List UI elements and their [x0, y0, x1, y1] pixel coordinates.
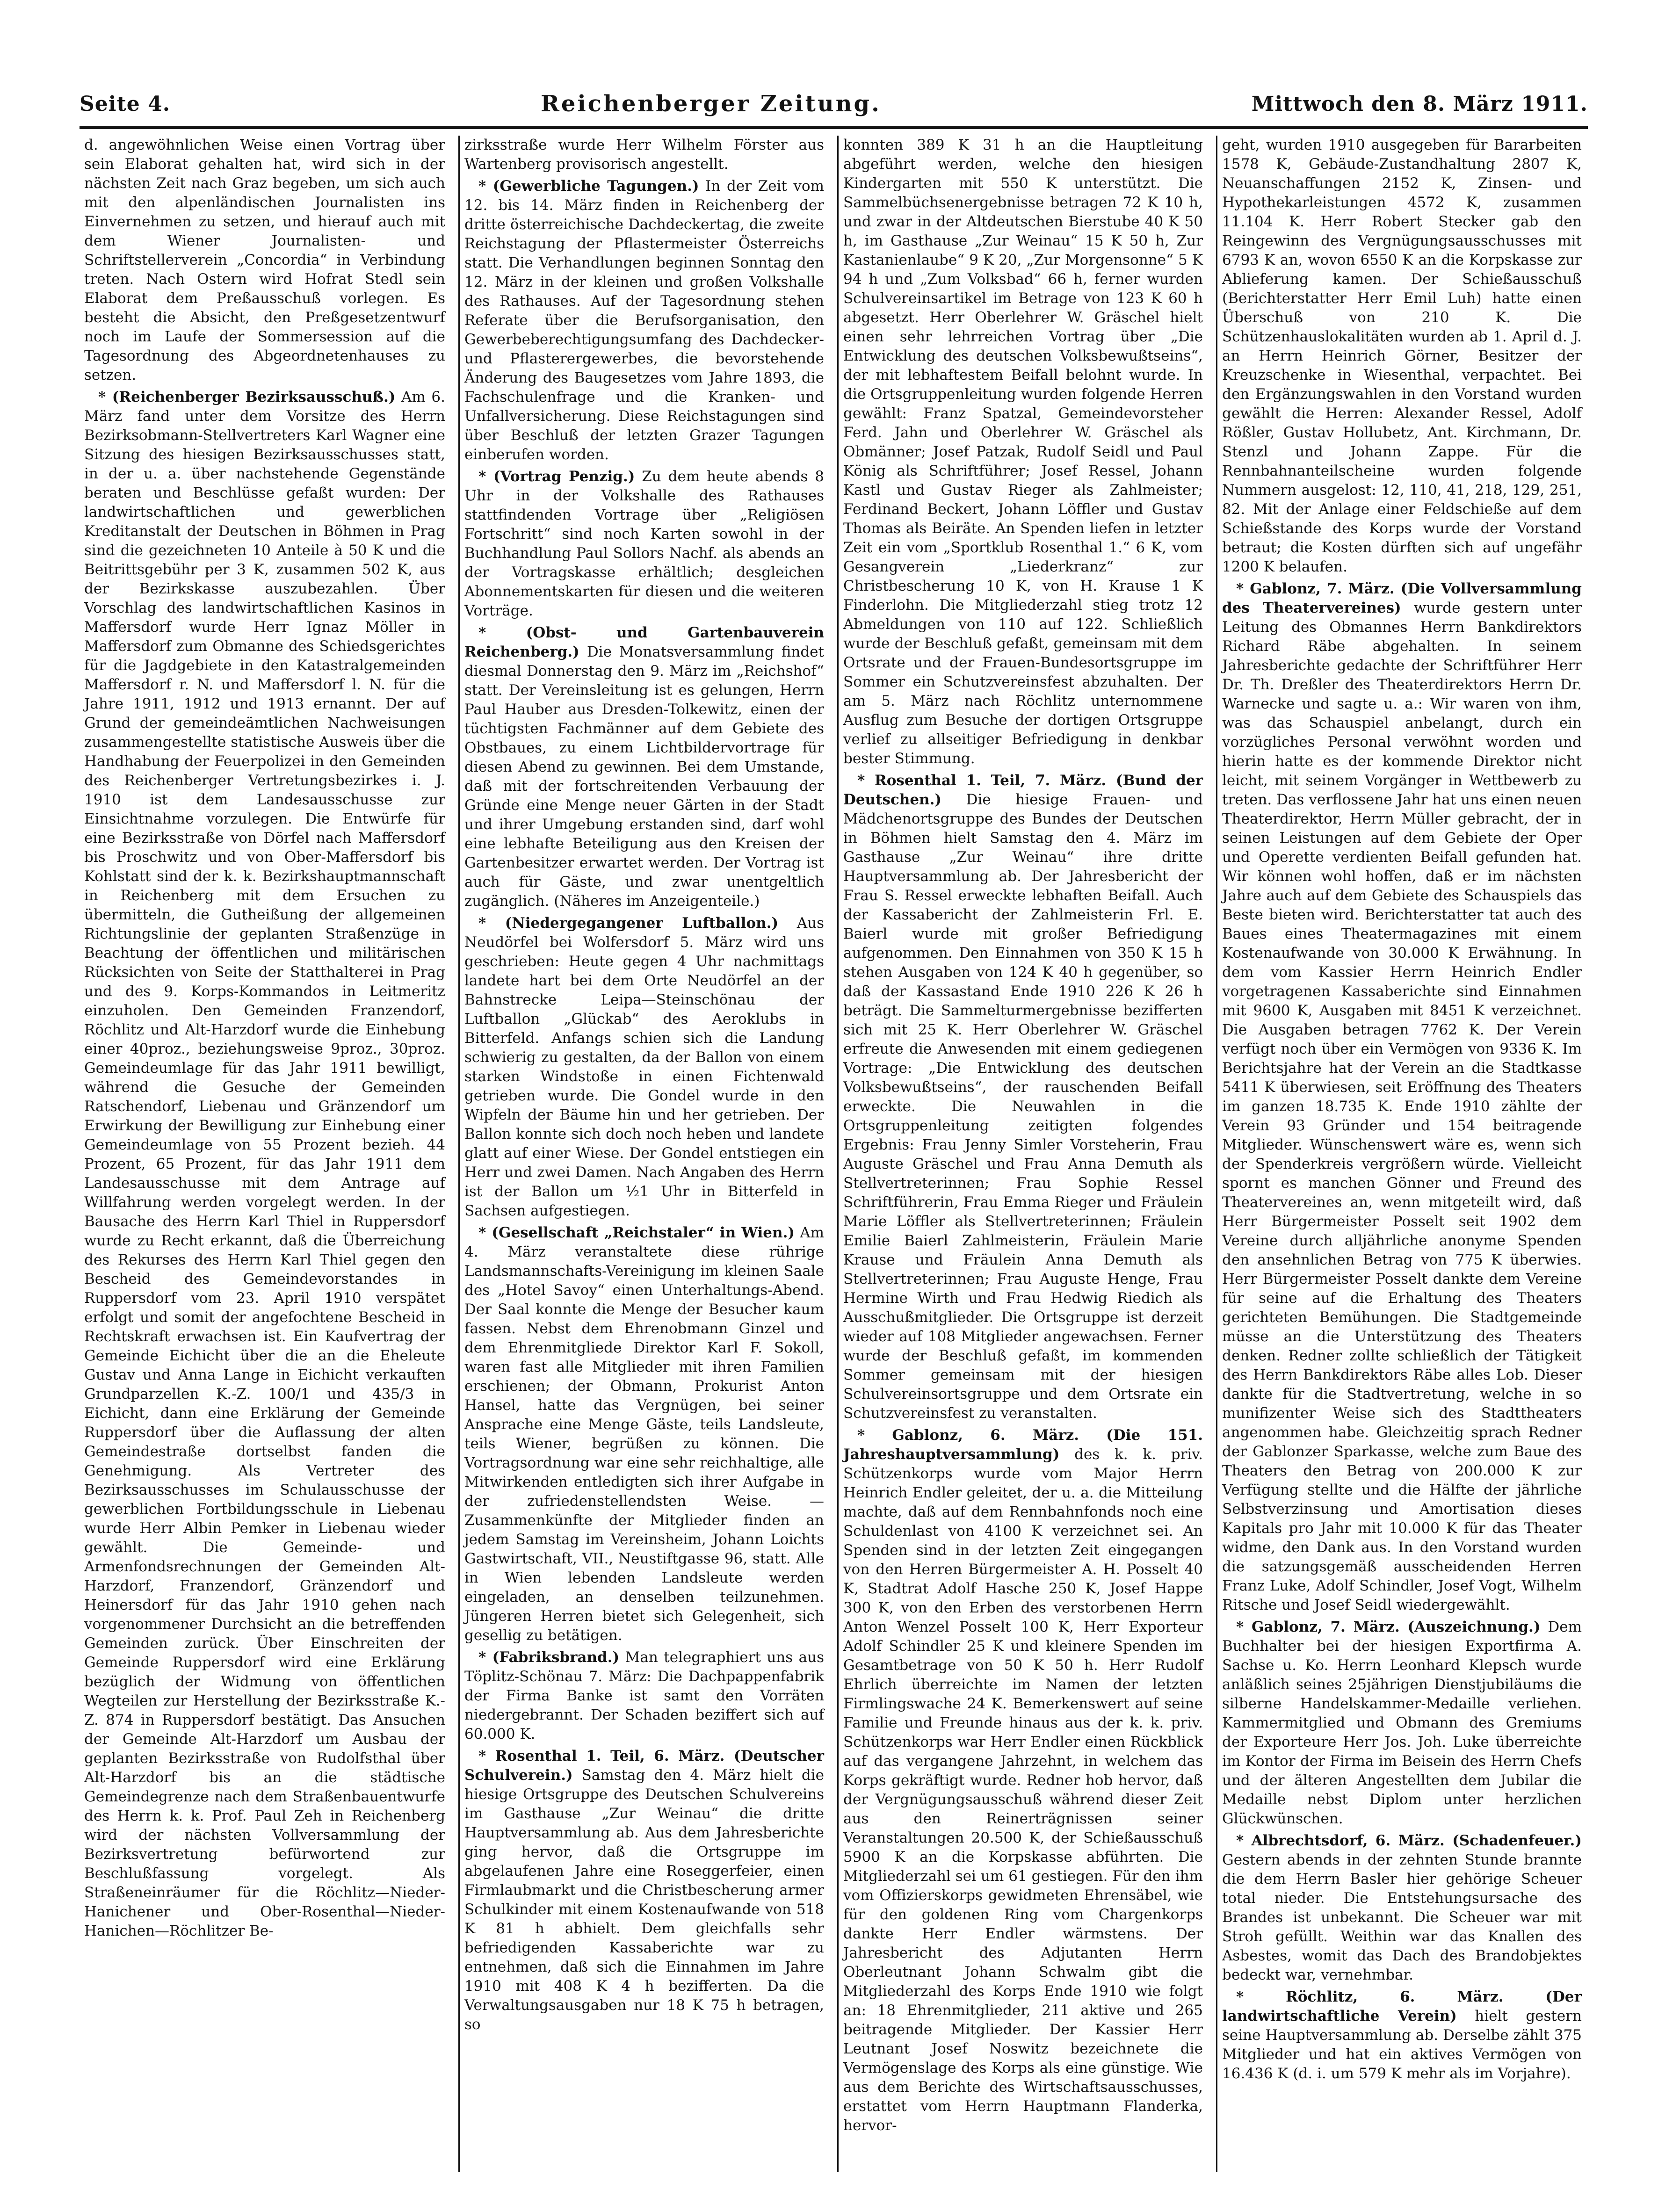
article-text: Zu dem heute abends 8 Uhr in der Volkshalle des Rathauses stattfindenden Vortrage über „Religiösen Fortschritt“ sind noch Karten sowohl in der Buchhandlung Paul Sollors Nachf. als abends an der Vortragskasse erhältlich; desgleichen Abonnementskarten für diesen und die weiteren Vorträge. [464, 468, 824, 619]
article-text: Am 4. März veranstaltete diese rührige Landsmannschafts-Vereinigung im kleinen Saale des „Hotel Savoy“ einen Unterhaltungs-Abend. Der Saal konnte die Menge der Besucher kaum fassen. Nebst dem Ehrenobmann Ginzel und dem Ehrenmitgliede Direktor Karl F. Sokoll, waren fast alle Mitglieder mit ihren Familien erschienen; der Obmann, Prokurist Anton Hansel, hatte das Vergnügen, bei seiner Ansprache eine Menge Gäste, teils Landsleute, teils Wiener, begrüßen zu können. Die Vortragsordnung war eine sehr reichhaltige, alle Mitwirkenden entledigten sich ihrer Aufgabe in der zufriedenstellendsten Weise. — Zusammenkünfte der Mitglieder finden an jedem Samstag im Vereinsheim, Johann Loichts Gastwirtschaft, VII., Neustiftgasse 96, statt. Alle in Wien lebenden Landsleute werden eingeladen, an denselben teilzunehmen. Jüngeren Herren bietet sich Gelegenheit, sich gesellig zu betätigen. [464, 1224, 824, 1644]
article-paragraph [464, 1648, 824, 1744]
article-paragraph [464, 1223, 824, 1645]
article-text: Gestern abends in der zehnten Stunde brannte die dem Herrn Basler hier gehörige Scheuer total nieder. Die Entstehungsursache des Brandes ist unbekannt. Die Scheuer war mit Stroh gefüllt. Weithin war das Knallen des Asbestes, womit das Dach des Brandobjektes bedeckt war, vernehmbar. [1222, 1851, 1582, 1983]
article-paragraph [464, 623, 824, 911]
page-number: Seite 4. [80, 92, 171, 116]
article-heading: * (Vortrag Penzig.) [478, 468, 635, 485]
article-heading: * Rosenthal 1. Teil, 6. März. (Deutscher Schulverein.) [464, 1748, 824, 1784]
article-paragraph [464, 914, 824, 1221]
article-paragraph [1222, 1988, 1582, 2083]
article-text: wurde gestern unter Leitung des Obmannes Herrn Bankdirektors Richard Räbe abgehalten. In seinem Jahresberichte gedachte der Schriftführer Herr Dr. Th. Dreßler des Theaterdirektors Herrn Dr. Warnecke und sagte u. a.: Wir waren von ihm, was das Schauspiel anbelangt, durch ein vorzügliches Personal verwöhnt worden und hierin hatte es der kommende Direktor nicht leicht, mit seinem Vorgänger in Wettbewerb zu treten. Das verflossene Jahr hat uns einen neuen Theaterdirektor, Herrn Müller gebracht, der in seinen Leistungen auf dem Gebiete der Oper und Operette verdienten Beifall gefunden hat. Wir können wohl hoffen, daß er im nächsten Jahre auch auf dem Gebiete des Schauspiels das Beste bieten wird. Berichterstatter tat auch des Baues eines Theatermagazines mit einem Kostenaufwande von 30.000 K Erwähnung. In dem vom Kassier Herrn Heinrich Endler vorgetragenen Kassaberichte sind Einnahmen mit 9600 K, Ausgaben mit 8451 K verzeichnet. Die Ausgaben betragen 7762 K. Der Verein verfügt noch über ein Vermögen von 9336 K. Im Berichtsjahre hat der Verein an die Stadtkasse 5411 K überwiesen, seit Eröffnung des Theaters im ganzen 18.735 K. Ende 1910 zählte der Verein 93 Gründer und 154 beitragende Mitglieder. Wünschenswert wäre es, wenn sich der Spenderkreis vergrößern würde. Vielleicht spornt es manchen Gönner und Freund des Theatervereines an, wenn mitgeteilt wird, daß Herr Bürgermeister Posselt seit 1902 dem Vereine durch alljährliche anonyme Spenden den ansehnlichen Betrag von 775 K überwies. Herr Bürgermeister Posselt dankte dem Vereine für seine auf die Erhaltung des Theaters gerichteten Bemühungen. Die Stadtgemeinde müsse an die Unterstützung des Theaters denken. Redner zollte schließlich der Tätigkeit des Herrn Bankdirektors Räbe alles Lob. Dieser dankte für die Stadtvertretung, welche in so munifizenter Weise sich des Stadttheaters angenommen habe. Gleichzeitig sprach Redner der Gablonzer Sparkasse, welche zum Baue des Theaters den Betrag von 200.000 K zur Verfügung stellte und die Hälfte der jährliche Selbstverzinsung und Amortisation dieses Kapitals pro Jahr mit 10.000 K für das Theater widme, den Dank aus. In den Vorstand wurden die satzungsgemäß ausscheidenden Herren Franz Luke, Adolf Schindler, Josef Vogt, Wilhelm Ritsche und Josef Seidl wiedergewählt. [1222, 600, 1582, 1613]
article-text: Dem Buchhalter bei der hiesigen Exportfirma A. Sachse u. Ko. Herrn Leonhard Klepsch wurde anläßlich seines 25jährigen Dienstjubiläums die silberne Handelskammer-Medaille verliehen. Kammermitglied und Obmann des Gremiums der Exporteure Herr Jos. Joh. Luke überreichte im Kontor der Firma im Beisein des Herrn Chefs und der älteren Angestellten dem Jubilar die Medaille nebst Diplom unter herzlichen Glückwünschen. [1222, 1619, 1582, 1827]
article-heading: * Gablonz, 7. März. (Auszeichnung.) [1236, 1619, 1541, 1635]
article-paragraph [843, 771, 1203, 1423]
article-paragraph [464, 177, 824, 464]
article-paragraph [843, 1426, 1203, 2135]
article-heading: * (Niedergegangener Luftballon.) [478, 915, 779, 932]
article-text: Die Monatsversammlung findet diesmal Donnerstag den 9. März im „Reichshof“ statt. Der Vereinsleitung ist es gelungen, Herrn Paul Hauber aus Dresden-Tolkewitz, einen der tüchtigsten Fachmänner auf dem Gebiete des Obstbaues, zu einem Lichtbildervortrage für diesen Abend zu gewinnen. Bei dem Umstande, daß mit der fortschreitenden Verbauung der Gründe eine Menge neuer Gärten in der Stadt und ihrer Umgebung erstanden sind, darf wohl eine lebhafte Beteiligung aus den Kreisen der Gartenbesitzer erwartet werden. Der Vortrag ist auch für Gäste, und zwar unentgeltlich zugänglich. (Näheres im Anzeigenteile.) [464, 643, 824, 910]
article-heading: * (Reichenberger Bezirksausschuß.) [98, 389, 396, 405]
article-paragraph [464, 467, 824, 621]
article-paragraph [464, 136, 824, 174]
article-heading: * (Gesellschaft „Reichstaler“ in Wien.) [478, 1224, 795, 1241]
article-paragraph [1222, 136, 1582, 577]
article-text: des k. k. priv. Schützenkorps wurde vom Major Herrn Heinrich Endler geleitet, der u. a. die Mitteilung machte, daß auf dem Rennbahnfonds noch eine Schuldenlast von 4100 K verzeichnet sei. An Spenden sind in der letzten Zeit eingegangen von den Herren Bürgermeister A. H. Posselt 40 K, Stadtrat Adolf Hasche 250 K, Josef Happe 300 K, von den Erben des verstorbenen Herrn Anton Wenzel Posselt 100 K, Herr Exporteur Adolf Schindler 25 K und kleinere Spenden im Gesamtbetrage von 50 K 50 h. Herr Rudolf Ehrlich überreichte im Namen der letzten Firmlingswache 24 K. Bemerkenswert auf seine Familie und Freunde hinaus aus der k. k. priv. Schützenkorps war Herr Endler einen Rückblick auf das vergangene Jahrzehnt, in welchem das Korps gekräftigt wurde. Redner hob hervor, daß der Vergnügungsausschuß während dieser Zeit aus den Reinerträgnissen seiner Veranstaltungen 20.500 K, der Schießausschuß 5900 K an die Korpskasse abführten. Die Mitgliederzahl sei um 61 gestiegen. Für den ihm vom Offizierskorps gewidmeten Ehrensäbel, wie für den goldenen Ring vom Chargenkorps dankte Herr Endler wärmstens. Der Jahresbericht des Adjutanten Herrn Oberleutnant Johann Schwalm gibt die Mitgliederzahl des Korps Ende 1910 wie folgt an: 18 Ehrenmitglieder, 211 aktive und 265 beitragende Mitglieder. Der Kassier Herr Leutnant Josef Noswitz bezeichnete die Vermögenslage des Korps als eine günstige. Wie aus dem Berichte des Wirtschaftsausschusses, erstattet vom Herrn Hauptmann Flanderka, hervor- [843, 1446, 1203, 2134]
article-paragraph [1222, 1831, 1582, 1985]
header-rule [80, 126, 1588, 129]
article-heading: * Röchlitz, 6. März. (Der landwirtschaftliche Verein) [1222, 1988, 1582, 2024]
article-heading: * Albrechtsdorf, 6. März. (Schadenfeuer.) [1236, 1832, 1582, 1849]
article-heading: * Rosenthal 1. Teil, 7. März. (Bund der Deutschen.) [843, 772, 1203, 808]
page-header [80, 84, 1588, 123]
article-heading: * Gablonz, 7. März. (Die Vollversammlung des Theatervereines) [1222, 580, 1582, 616]
article-heading: * (Gewerbliche Tagungen.) [478, 178, 699, 195]
article-text: d. angewöhnlichen Weise einen Vortrag über sein Elaborat gehalten hat, wird sich in der nächsten Zeit nach Graz begeben, um sich auch mit den alpenländischen Journalisten ins Einvernehmen zu setzen, und hierauf auch mit dem Wiener Journalisten- und Schriftstellerverein „Concordia“ in Verbindung treten. Nach Ostern wird Hofrat Stedl sein Elaborat dem Preßausschuß vorlegen. Es besteht die Absicht, den Preßgesetzentwurf noch im Laufe der Sommersession auf die Tagesordnung des Abgeordnetenhauses zu setzen. [84, 137, 445, 383]
column-1 [80, 136, 450, 2172]
article-heading: * Gablonz, 6. März. (Die 151. Jahreshauptversammlung) [843, 1427, 1203, 1463]
text-columns [80, 136, 1588, 2172]
article-paragraph [464, 1747, 824, 2034]
article-text: Samstag den 4. März hielt die hiesige Ortsgruppe des Deutschen Schulvereins im Gasthause „Zur Weinau“ die dritte Hauptversammlung ab. Aus dem Jahresberichte ging hervor, daß die Ortsgruppe im abgelaufenen Jahre eine Roseggerfeier, einen Firmlaubmarkt und die Christbescherung armer Schulkinder mit einem Kostenaufwande von 518 K 81 h abhielt. Dem gleichfalls sehr befriedigenden Kassaberichte war zu entnehmen, daß sich die Einnahmen im Jahre 1910 mit 408 K 4 h bezifferten. Da die Verwaltungsausgaben nur 18 K 75 h betragen, so [464, 1767, 824, 2033]
article-text: konnten 389 K 31 h an die Hauptleitung abgeführt werden, welche den hiesigen Kindergarten mit 550 K unterstützt. Die Sammelbüchsenergebnisse betragen 72 K 10 h, und zwar in der Altdeutschen Bierstube 40 K 50 h, im Gasthause „Zur Weinau“ 15 K 50 h, Zur Kastanienlaube“ 9 K 20, „Zur Morgensonne“ 5 K 94 h und „Zum Volksbad“ 66 h, ferner wurden Schulvereinsartikel im Betrage von 123 K 60 h abgesetzt. Herr Oberlehrer W. Gräschel hielt einen sehr lehrreichen Vortrag über „Die Entwicklung des deutschen Volksbewußtseins“, der mit lebhaftestem Beifall belohnt wurde. In die Ortsgruppenleitung wurden folgende Herren gewählt: Franz Spatzal, Gemeindevorsteher Ferd. Jahn und Oberlehrer W. Gräschel als Obmänner; Josef Patzak, Rudolf Seidl und Paul König als Schriftführer; Josef Ressel, Johann Kastl und Gustav Rieger als Zahlmeister; Ferdinand Beckert, Johann Löffler und Gustav Thomas als Beiräte. An Spenden liefen in letzter Zeit ein vom „Sportklub Rosenthal 1.“ 6 K, vom Gesangverein „Liederkranz“ zur Christbescherung 10 K, von H. Krause 1 K Finderlohn. Die Mitgliederzahl stieg trotz 12 Abmeldungen von 110 auf 122. Schließlich wurde der Beschluß gefaßt, gemeinsam mit dem Ortsrate und der Frauen-Bundesortsgruppe im Sommer ein Schutzvereinsfest abzuhalten. Der am 5. März nach Röchlitz unternommene Ausflug zum Besuche der dortigen Ortsgruppe verlief zu allseitiger Befriedigung in denkbar bester Stimmung. [843, 137, 1203, 767]
article-text: zirksstraße wurde Herr Wilhelm Förster aus Wartenberg provisorisch angestellt. [464, 137, 824, 173]
article-text: Am 6. März fand unter dem Vorsitze des Herrn Bezirksobmann-Stellvertreters Karl Wagner eine Sitzung des hiesigen Bezirksausschusses statt, in der u. a. über nachstehende Gegenstände beraten und Beschlüsse gefaßt wurden: Der landwirtschaftlichen und gewerblichen Kreditanstalt der Deutschen in Böhmen in Prag sind die gezeichneten 10 Anteile à 50 K und die Beitrittsgebühr per 3 K, zusammen 502 K, aus der Bezirkskasse auszubezahlen. Über Vorschlag des landwirtschaftlichen Kasinos in Maffersdorf wurde Herr Ignaz Möller in Maffersdorf zum Obmanne des Schiedsgerichtes für die Jagdgebiete in den Katastralgemeinden Maffersdorf r. N. und Maffersdorf l. N. für die Jahre 1911, 1912 und 1913 ernannt. Der auf Grund der gemeindeämtlichen Nachweisungen zusammengestellte statistische Ausweis über die Handhabung der Feuerpolizei in den Gemeinden des Reichenberger Vertretungsbezirkes i. J. 1910 ist dem Landesausschusse zur Einsichtnahme vorzulegen. Die Entwürfe für eine Bezirksstraße von Dörfel nach Maffersdorf bis Proschwitz und von Ober-Maffersdorf bis Kohlstatt sind der k. k. Bezirkshauptmannschaft in Reichenberg mit dem Ersuchen zu übermitteln, die Gutheißung der allgemeinen Richtungslinie der geplanten Straßenzüge in Beachtung der öffentlichen und militärischen Rücksichten von Seite der Statthalterei in Prag und des 9. Korps-Kommandos in Leitmeritz einzuholen. Den Gemeinden Franzendorf, Röchlitz und Alt-Harzdorf wurde die Einhebung einer 40proz., beziehungsweise 9proz., 30proz. Gemeindeumlage für das Jahr 1911 bewilligt, während die Gesuche der Gemeinden Ratschendorf, Liebenau und Gränzendorf um Erwirkung der Bewilligung zur Einhebung einer Gemeindeumlage von 55 Prozent bezieh. 44 Prozent, 65 Prozent, für das Jahr 1911 dem Landesausschusse mit dem Antrage auf Willfahrung werden vorgelegt werden. In der Bausache des Herrn Karl Thiel in Ruppersdorf wurde zu Recht erkannt, daß die Überreichung des Rekurses des Herrn Karl Thiel gegen den Bescheid des Gemeindevorstandes in Ruppersdorf vom 23. April 1910 verspätet erfolgt und somit der angefochtene Bescheid in Rechtskraft erwachsen ist. Ein Kaufvertrag der Gemeinde Eichicht über die an die Eheleute Gustav und Anna Lange in Eichicht verkauften Grundparzellen K.-Z. 100/1 und 435/3 in Eichicht, dann eine Erklärung der Gemeinde Ruppersdorf über die Auflassung der alten Gemeindestraße dortselbst fanden die Genehmigung. Als Vertreter des Bezirksausschusses im Schulausschusse der gewerblichen Fortbildungsschule in Liebenau wurde Herr Albin Pemker in Liebenau wieder gewählt. Die Gemeinde- und Armenfondsrechnungen der Gemeinden Alt-Harzdorf, Franzendorf, Gränzendorf und Heinersdorf für das Jahr 1910 gehen nach vorgenommener Durchsicht an die betreffenden Gemeinden zurück. Über Einschreiten der Gemeinde Ruppersdorf wird eine Erklärung bezüglich der Widmung von öffentlichen Wegteilen zur Herstellung der Bezirksstraße K.-Z. 874 in Ruppersdorf bestätigt. Das Ansuchen der Gemeinde Alt-Harzdorf um Ausbau der geplanten Bezirksstraße von Rudolfsthal über Alt-Harzdorf bis an die städtische Gemeindegrenze nach dem Straßenbauentwurfe des Herrn k. k. Prof. Paul Zeh in Reichenberg wird der nächsten Vollversammlung der Bezirksvertretung befürwortend zur Beschlußfassung vorgelegt. Als Straßeneinräumer für die Röchlitz—Nieder-Hanichener und Ober-Rosenthal—Nieder-Hanichen—Röchlitzer Be- [84, 389, 445, 1939]
article-text: Man telegraphiert uns aus Töplitz-Schönau 7. März: Die Dachpappenfabrik der Firma Banke ist samt den Vorräten niedergebrannt. Der Schaden beziffert sich auf 60.000 K. [464, 1649, 824, 1742]
article-text: hielt gestern seine Hauptversammlung ab. Derselbe zählt 375 Mitglieder und hat ein aktives Vermögen von 16.436 K (d. i. um 579 K mehr als im Vorjahre). [1222, 2008, 1582, 2082]
article-heading: * (Fabriksbrand.) [478, 1649, 620, 1666]
column-4 [1216, 136, 1586, 2172]
newspaper-title: Reichenberger Zeitung. [541, 91, 881, 117]
article-paragraph [84, 136, 445, 385]
article-paragraph [1222, 1618, 1582, 1829]
article-text: geht, wurden 1910 ausgegeben für Bararbeiten 1578 K, Gebäude-Zustandhaltung 2807 K, Neuanschaffungen 2152 K, Zinsen- und Hypothekarleistungen 4572 K, zusammen 11.104 K. Herr Robert Stecker gab den Reingewinn des Vergnügungsausschusses mit 6793 K an, wovon 6550 K an die Korpskasse zur Ablieferung kamen. Der Schießausschuß (Berichterstatter Herr Emil Luh) hatte einen Überschuß von 210 K. Die Schützenhauslokalitäten wurden ab 1. April d. J. an Herrn Heinrich Görner, Besitzer der Kreuzschenke in Wiesenthal, verpachtet. Bei den Ergänzungswahlen in den Vorstand wurden gewählt die Herren: Alexander Ressel, Adolf Rößler, Gustav Hollubetz, Ant. Kirchmann, Dr. Stenzl und Johann Zappe. Für die Rennbahnanteilscheine wurden folgende Nummern ausgelost: 12, 110, 41, 218, 129, 251, 82. Mit der Anlage einer Feldschieße auf dem Schießstande des Korps wurde der Vorstand betraut; die Kosten dürften sich auf ungefähr 1200 K belaufen. [1222, 137, 1582, 575]
article-paragraph [843, 136, 1203, 768]
page-frame [80, 84, 1588, 2175]
article-paragraph [84, 388, 445, 1941]
article-paragraph [1222, 579, 1582, 1615]
issue-date: Mittwoch den 8. März 1911. [1251, 92, 1588, 116]
article-text: Die hiesige Frauen- und Mädchenortsgruppe des Bundes der Deutschen in Böhmen hielt Samstag den 4. März im Gasthause „Zur Weinau“ ihre dritte Hauptversammlung ab. Der Jahresbericht der Frau S. Ressel erweckte lebhaften Beifall. Auch der Kassabericht der Zahlmeisterin Frl. E. Baierl wurde mit großer Befriedigung aufgenommen. Den Einnahmen von 350 K 15 h stehen Ausgaben von 124 K 40 h gegenüber, so daß der Kassastand Ende 1910 226 K 26 h beträgt. Die Sammelturmergebnisse bezifferten sich mit 25 K. Herr Oberlehrer W. Gräschel erfreute die Anwesenden mit einem gediegenen Vortrage: „Die Entwicklung des deutschen Volksbewußtseins“, der rauschenden Beifall erweckte. Die Neuwahlen in die Ortsgruppenleitung zeitigten folgendes Ergebnis: Frau Jenny Simler Vorsteherin, Frau Auguste Gräschel und Frau Anna Demuth als Stellvertreterinnen; Frau Sophie Ressel Schriftführerin, Frau Emma Rieger und Fräulein Marie Löffler als Stellvertreterinnen; Fräulein Emilie Baierl Zahlmeisterin, Fräulein Marie Krause und Fräulein Anna Demuth als Stellvertreterinnen; Frau Auguste Henge, Frau Hermine Wirth und Frau Hedwig Riedich als Ausschußmitglieder. Die Ortsgruppe ist derzeit wieder auf 108 Mitglieder angewachsen. Ferner wurde der Beschluß gefaßt, im kommenden Sommer gemeinsam mit der hiesigen Schulvereinsortsgruppe und dem Ortsrate ein Schutzvereinsfest zu veranstalten. [843, 791, 1203, 1422]
article-text: In der Zeit vom 12. bis 14. März finden in Reichenberg der dritte österreichische Dachdeckertag, die zweite Reichstagung der Pflastermeister Österreichs statt. Die Verhandlungen beginnen Sonntag den 12. März in der kleinen und großen Volkshalle des Rathauses. Auf der Tagesordnung stehen Referate über die Berufsorganisation, den Gewerbeberechtigungsumfang des Dachdecker- und Pflasterergewerbes, die bevorstehende Änderung des Baugesetzes vom Jahre 1893, die Fachschulenfrage und die Kranken- und Unfallversicherung. Diese Reichstagungen sind über Beschluß der letzten Grazer Tagungen einberufen worden. [464, 178, 824, 463]
article-heading: * (Obst- und Gartenbauverein Reichenberg.) [464, 624, 824, 660]
column-2 [458, 136, 829, 2172]
article-text: Aus Neudörfel bei Wolfersdorf 5. März wird uns geschrieben: Heute gegen 4 Uhr nachmittags landete hart bei dem Orte Neudörfel an der Bahnstrecke Leipa—Steinschönau der Luftballon „Glückab“ des Aeroklubs in Bitterfeld. Anfangs schien sich die Landung schwierig zu gestalten, da der Ballon von einem starken Windstoße in einen Fichtenwald getrieben wurde. Die Gondel wurde in den Wipfeln der Bäume hin und her getrieben. Der Ballon konnte sich doch noch heben und landete glatt auf einer Wiese. Der Gondel entstiegen ein Herr und zwei Damen. Nach Angaben des Herrn ist der Ballon um ½1 Uhr in Bitterfeld in Sachsen aufgestiegen. [464, 915, 824, 1219]
column-3 [837, 136, 1208, 2172]
